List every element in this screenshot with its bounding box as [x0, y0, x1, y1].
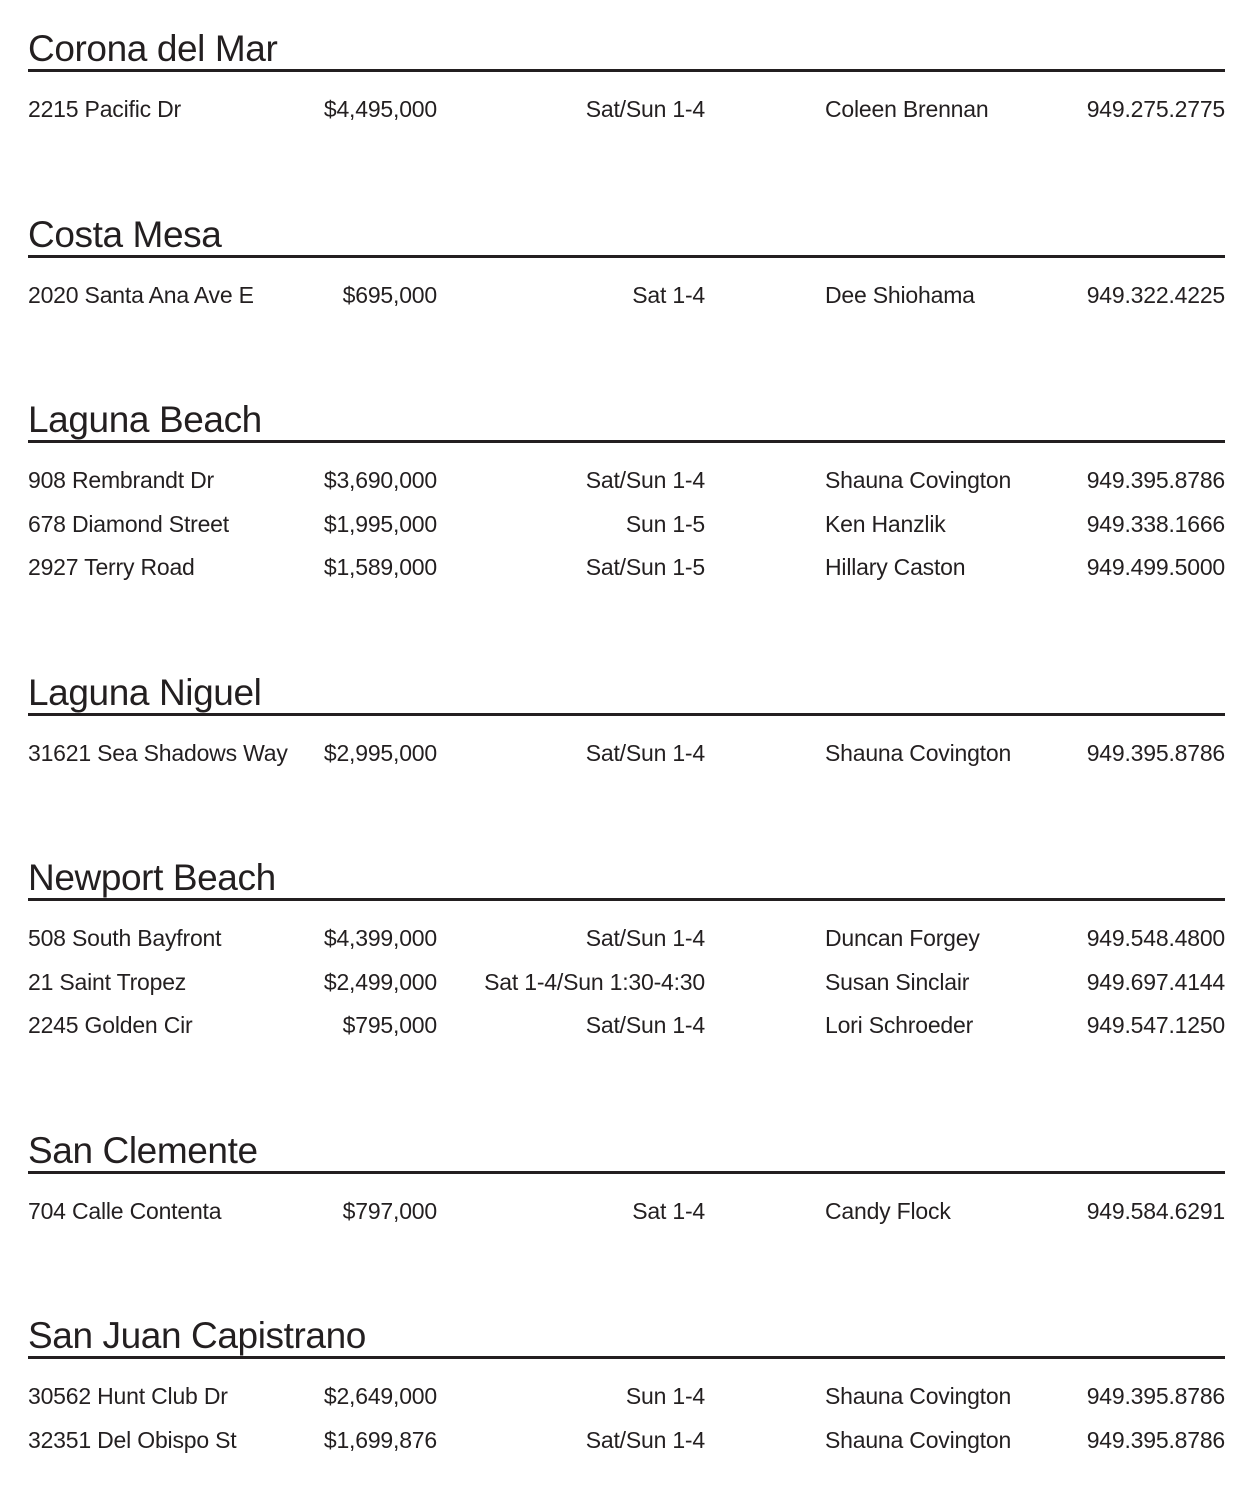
listing-rows: [28, 1174, 1225, 1234]
agent-name: Coleen Brennan: [825, 96, 989, 122]
agent-name: Susan Sinclair: [825, 968, 970, 995]
listing-address: 2927 Terry Road: [28, 554, 195, 580]
city-section: [28, 859, 1225, 1048]
city-heading: San Clemente: [28, 1132, 1225, 1174]
listing-row: [28, 1419, 1225, 1463]
city-section: [28, 401, 1225, 590]
listing-price: $4,495,000: [323, 96, 437, 122]
agent-name: Shauna Covington: [825, 467, 1012, 493]
open-house-time: Sat/Sun 1-4: [585, 467, 705, 493]
listing-rows: [28, 443, 1225, 590]
open-house-time: Sun 1-4: [625, 1383, 705, 1409]
city-section: [28, 671, 1225, 776]
agent-phone: 949.322.4225: [1086, 281, 1225, 308]
listing-address: 678 Diamond Street: [28, 510, 229, 537]
agent-phone: 949.395.8786: [1086, 739, 1225, 766]
listing-row: [28, 88, 1225, 132]
agent-name: Dee Shiohama: [825, 281, 975, 308]
open-house-time: Sun 1-5: [625, 510, 705, 537]
agent-phone: 949.584.6291: [1086, 1197, 1225, 1224]
listing-price: $1,995,000: [323, 510, 437, 537]
listing-address: 508 South Bayfront: [28, 925, 222, 951]
agent-name: Lori Schroeder: [825, 1012, 974, 1038]
open-house-time: Sat 1-4: [632, 281, 705, 308]
listing-price: $2,499,000: [323, 968, 437, 995]
open-house-time: Sat 1-4: [632, 1197, 705, 1224]
agent-phone: 949.395.8786: [1086, 467, 1225, 493]
agent-phone: 949.548.4800: [1086, 925, 1225, 951]
listing-rows: [28, 716, 1225, 776]
agent-phone: 949.338.1666: [1086, 510, 1225, 537]
listing-price: $795,000: [342, 1012, 437, 1038]
open-house-time: Sat/Sun 1-4: [585, 739, 705, 766]
listing-price: $695,000: [342, 281, 437, 308]
listing-row: [28, 1004, 1225, 1048]
open-house-time: Sat/Sun 1-4: [585, 1426, 705, 1453]
listing-rows: [28, 901, 1225, 1048]
listing-row: [28, 917, 1225, 961]
city-heading: Costa Mesa: [28, 216, 1225, 258]
listing-address: 32351 Del Obispo St: [28, 1426, 237, 1453]
agent-name: Shauna Covington: [825, 739, 1012, 766]
city-heading: Laguna Beach: [28, 401, 1225, 443]
listing-rows: [28, 72, 1225, 132]
listing-rows: [28, 1359, 1225, 1462]
open-house-time: Sat/Sun 1-4: [585, 1012, 705, 1038]
city-heading: Newport Beach: [28, 859, 1225, 901]
listing-row: [28, 961, 1225, 1005]
agent-name: Ken Hanzlik: [825, 510, 946, 537]
agent-name: Shauna Covington: [825, 1426, 1012, 1453]
agent-name: Candy Flock: [825, 1197, 951, 1224]
listing-address: 704 Calle Contenta: [28, 1197, 222, 1224]
listing-address: 21 Saint Tropez: [28, 968, 187, 995]
agent-phone: 949.499.5000: [1086, 554, 1225, 580]
listing-row: [28, 546, 1225, 590]
listing-address: 31621 Sea Shadows Way: [28, 739, 288, 766]
listing-price: $1,699,876: [323, 1426, 437, 1453]
city-section: [28, 1129, 1225, 1234]
agent-name: Hillary Caston: [825, 554, 966, 580]
city-section: [28, 30, 1225, 132]
agent-phone: 949.547.1250: [1086, 1012, 1225, 1038]
listing-address: 908 Rembrandt Dr: [28, 467, 214, 493]
city-section: [28, 1317, 1225, 1462]
agent-name: Duncan Forgey: [825, 925, 980, 951]
listing-address: 2245 Golden Cir: [28, 1012, 193, 1038]
city-heading: San Juan Capistrano: [28, 1317, 1225, 1359]
agent-name: Shauna Covington: [825, 1383, 1012, 1409]
listing-row: [28, 459, 1225, 503]
agent-phone: 949.395.8786: [1086, 1426, 1225, 1453]
agent-phone: 949.697.4144: [1086, 968, 1225, 995]
listing-price: $797,000: [342, 1197, 437, 1224]
listing-price: $3,690,000: [323, 467, 437, 493]
city-heading: Corona del Mar: [28, 30, 1225, 72]
listing-address: 30562 Hunt Club Dr: [28, 1383, 228, 1409]
city-heading: Laguna Niguel: [28, 674, 1225, 716]
open-house-time: Sat/Sun 1-5: [585, 554, 705, 580]
open-house-time: Sat 1-4/Sun 1:30-4:30: [484, 968, 705, 995]
listing-price: $2,995,000: [323, 739, 437, 766]
listing-row: [28, 732, 1225, 776]
listing-row: [28, 274, 1225, 318]
city-section: [28, 213, 1225, 318]
agent-phone: 949.275.2775: [1086, 96, 1225, 122]
agent-phone: 949.395.8786: [1086, 1383, 1225, 1409]
listing-address: 2020 Santa Ana Ave E: [28, 281, 254, 308]
open-house-time: Sat/Sun 1-4: [585, 925, 705, 951]
listing-rows: [28, 258, 1225, 318]
listing-row: [28, 1190, 1225, 1234]
listing-price: $2,649,000: [323, 1383, 437, 1409]
listing-address: 2215 Pacific Dr: [28, 96, 181, 122]
listing-price: $1,589,000: [323, 554, 437, 580]
listing-row: [28, 503, 1225, 547]
listing-price: $4,399,000: [323, 925, 437, 951]
listing-row: [28, 1375, 1225, 1419]
open-house-time: Sat/Sun 1-4: [585, 96, 705, 122]
